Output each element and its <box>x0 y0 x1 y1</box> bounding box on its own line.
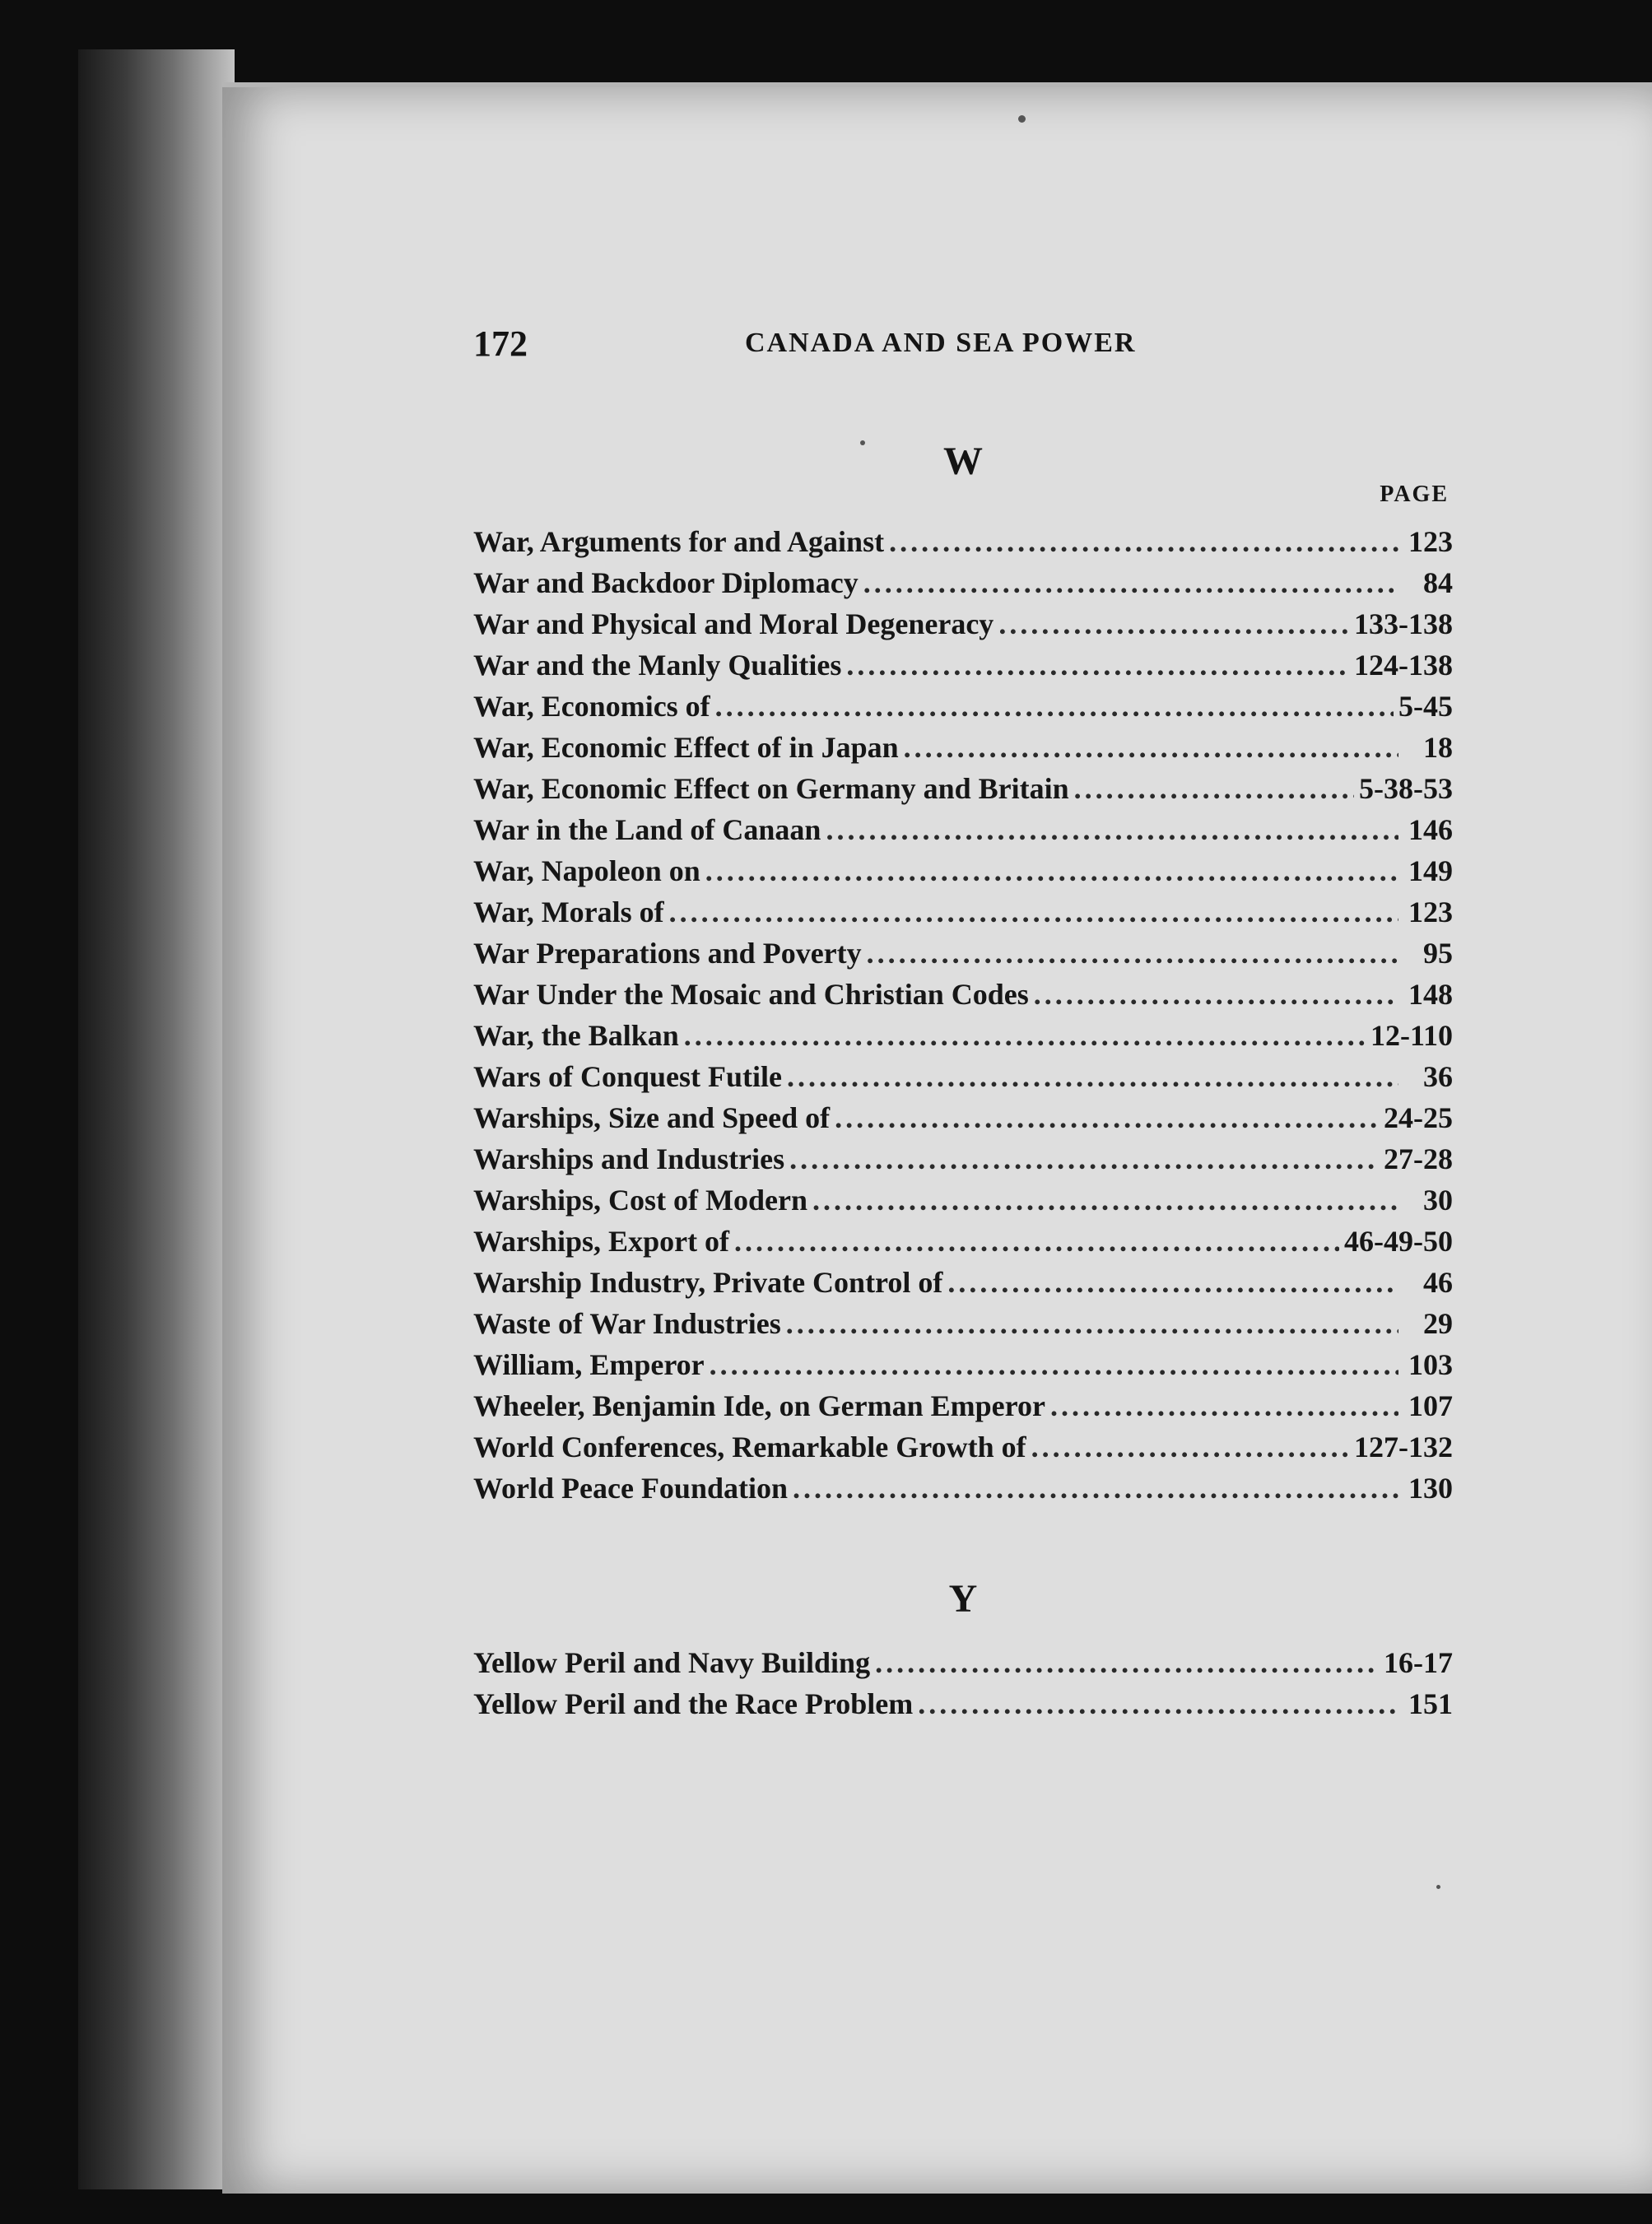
index-entry <box>473 1015 1453 1056</box>
dot-leader <box>812 1179 1398 1221</box>
index-entry <box>473 1426 1453 1468</box>
entry-label: Waste of War Industries <box>473 1307 781 1340</box>
index-entry <box>473 1303 1453 1344</box>
dot-leader <box>710 1344 1398 1385</box>
entry-label: War, Morals of <box>473 896 664 928</box>
entry-page-numbers: 12-110 <box>1370 1019 1453 1052</box>
entry-label: Warships and Industries <box>473 1142 785 1175</box>
entry-label: World Conferences, Remarkable Growth of <box>473 1431 1026 1463</box>
entry-page-numbers: 5-38-53 <box>1359 772 1453 805</box>
entry-page-numbers: 5-45 <box>1398 690 1453 723</box>
entry-label: War Under the Mosaic and Christian Codes <box>473 978 1029 1011</box>
index-list-w <box>473 521 1453 1509</box>
dot-leader <box>715 686 1394 727</box>
index-entry <box>473 727 1453 768</box>
running-head <box>473 323 1453 364</box>
index-entry <box>473 1221 1453 1262</box>
entry-page-numbers: 24-25 <box>1384 1101 1453 1134</box>
dot-leader <box>863 562 1398 603</box>
entry-page-numbers: 95 <box>1423 937 1453 970</box>
dust-speck <box>1436 1885 1440 1889</box>
dot-leader <box>998 603 1349 644</box>
dot-leader <box>846 644 1349 686</box>
dot-leader <box>793 1468 1398 1509</box>
entry-page-numbers: 30 <box>1423 1184 1453 1217</box>
entry-label: Wheeler, Benjamin Ide, on German Emperor <box>473 1389 1045 1422</box>
index-entry <box>473 1097 1453 1138</box>
entry-label: Warships, Cost of Modern <box>473 1184 808 1217</box>
index-entry <box>473 1468 1453 1509</box>
entry-label: Warships, Export of <box>473 1225 730 1258</box>
index-entry <box>473 686 1453 727</box>
entry-label: Warship Industry, Private Control of <box>473 1266 943 1299</box>
index-entry <box>473 644 1453 686</box>
entry-page-numbers: 18 <box>1423 731 1453 764</box>
book-title: CANADA AND SEA POWER <box>745 328 1137 358</box>
dot-leader <box>875 1642 1379 1683</box>
entry-page-numbers: 127-132 <box>1354 1431 1453 1463</box>
entry-label: War and Backdoor Diplomacy <box>473 566 859 599</box>
index-list-y <box>473 1642 1453 1724</box>
index-entry <box>473 1179 1453 1221</box>
entry-page-numbers: 148 <box>1408 978 1453 1011</box>
dot-leader <box>669 891 1398 933</box>
dust-speck <box>1018 115 1026 123</box>
entry-label: Wars of Conquest Futile <box>473 1060 783 1093</box>
entry-page-numbers: 84 <box>1423 566 1453 599</box>
page-column-header: PAGE <box>1380 482 1449 507</box>
entry-page-numbers: 36 <box>1423 1060 1453 1093</box>
entry-page-numbers: 103 <box>1408 1348 1453 1381</box>
entry-page-numbers: 16-17 <box>1384 1646 1453 1679</box>
index-entry <box>473 1344 1453 1385</box>
index-entry <box>473 891 1453 933</box>
dot-leader <box>867 933 1398 974</box>
entry-page-numbers: 107 <box>1408 1389 1453 1422</box>
entry-page-numbers: 124-138 <box>1354 649 1453 682</box>
entry-page-numbers: 130 <box>1408 1472 1453 1505</box>
dot-leader <box>1074 768 1354 809</box>
index-entry <box>473 809 1453 850</box>
index-entry <box>473 521 1453 562</box>
dot-leader <box>835 1097 1379 1138</box>
dot-leader <box>789 1138 1379 1179</box>
entry-page-numbers: 46 <box>1423 1266 1453 1299</box>
dot-leader <box>904 727 1398 768</box>
index-entry <box>473 1683 1453 1724</box>
dot-leader <box>787 1056 1398 1097</box>
dot-leader <box>1034 974 1398 1015</box>
section-letter-w: W <box>943 440 983 483</box>
entry-page-numbers: 123 <box>1408 896 1453 928</box>
entry-label: War, Napoleon on <box>473 854 700 887</box>
entry-page-numbers: 46-49-50 <box>1344 1225 1453 1258</box>
entry-label: World Peace Foundation <box>473 1472 789 1505</box>
dot-leader <box>786 1303 1398 1344</box>
entry-page-numbers: 29 <box>1423 1307 1453 1340</box>
entry-label: War Preparations and Poverty <box>473 937 862 970</box>
index-entry <box>473 850 1453 891</box>
entry-label: Warships, Size and Speed of <box>473 1101 831 1134</box>
entry-page-numbers: 146 <box>1408 813 1453 846</box>
book-page-edges <box>78 49 235 2189</box>
dot-leader <box>1050 1385 1398 1426</box>
dot-leader <box>826 809 1398 850</box>
index-entry <box>473 562 1453 603</box>
entry-label: War and Physical and Moral Degeneracy <box>473 607 994 640</box>
dot-leader <box>684 1015 1366 1056</box>
page-number: 172 <box>473 323 528 364</box>
entry-label: War, Arguments for and Against <box>473 525 885 558</box>
entry-label: Yellow Peril and Navy Building <box>473 1646 871 1679</box>
index-entry <box>473 768 1453 809</box>
entry-label: War, Economics of <box>473 690 710 723</box>
entry-label: William, Emperor <box>473 1348 705 1381</box>
index-entry <box>473 1056 1453 1097</box>
entry-page-numbers: 27-28 <box>1384 1142 1453 1175</box>
dot-leader <box>1031 1426 1349 1468</box>
dot-leader <box>918 1683 1398 1724</box>
entry-page-numbers: 149 <box>1408 854 1453 887</box>
index-entry <box>473 1385 1453 1426</box>
index-entry <box>473 1262 1453 1303</box>
dot-leader <box>734 1221 1339 1262</box>
entry-label: War, Economic Effect on Germany and Britain <box>473 772 1069 805</box>
dot-leader <box>889 521 1398 562</box>
page-top-edge <box>222 82 1652 87</box>
entry-label: War, the Balkan <box>473 1019 679 1052</box>
index-entry <box>473 603 1453 644</box>
index-entry <box>473 974 1453 1015</box>
entry-page-numbers: 151 <box>1408 1687 1453 1720</box>
index-entry <box>473 1642 1453 1683</box>
section-letter-y: Y <box>948 1577 978 1621</box>
entry-label: War in the Land of Canaan <box>473 813 821 846</box>
entry-label: War, Economic Effect of in Japan <box>473 731 899 764</box>
index-entry <box>473 933 1453 974</box>
entry-label: War and the Manly Qualities <box>473 649 842 682</box>
index-entry <box>473 1138 1453 1179</box>
entry-page-numbers: 133-138 <box>1354 607 1453 640</box>
entry-page-numbers: 123 <box>1408 525 1453 558</box>
dot-leader <box>705 850 1398 891</box>
entry-label: Yellow Peril and the Race Problem <box>473 1687 914 1720</box>
dot-leader <box>947 1262 1398 1303</box>
